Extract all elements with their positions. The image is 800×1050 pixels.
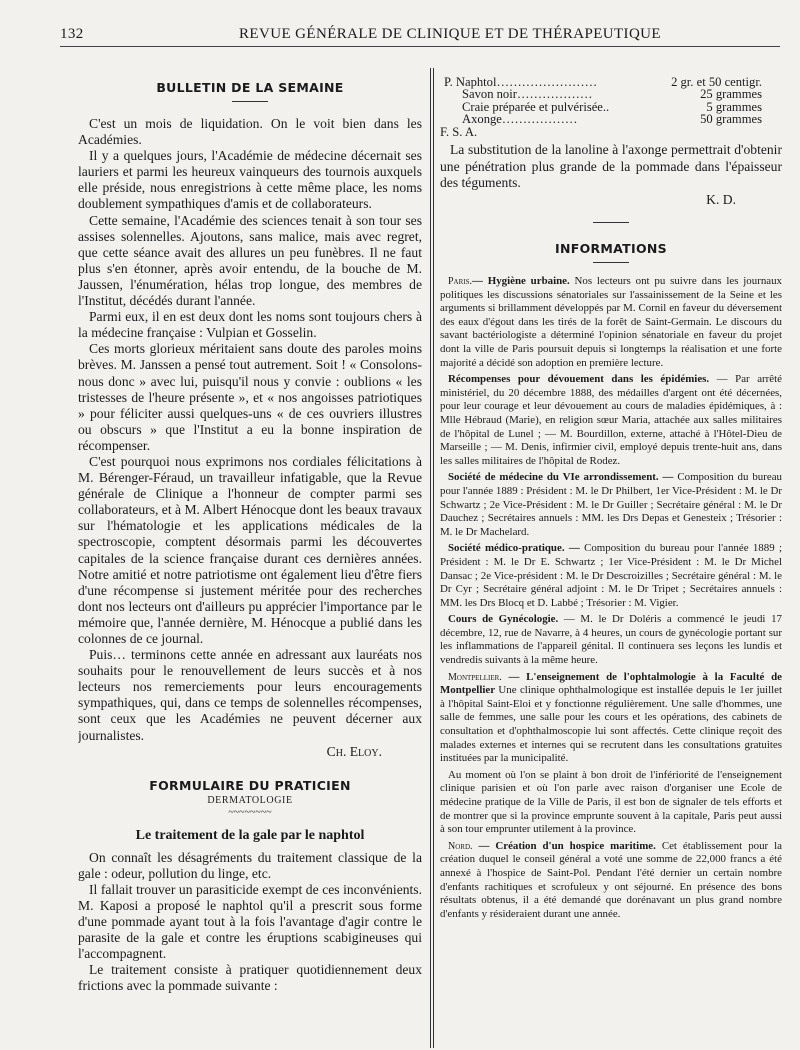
- news-text: — Par arrêté ministériel, du 20 décembre 1888, des médailles d'argent ont été décernées, pour leur courage et leur dévouement au cours de maladies épidémiques, à : Mlle Hébraud (Marie), en religion sœur Maria, attachée aux salles militaires de l'hôpital de Lunel ; — M. Bourdillon, externe, attaché à l'Hôtel-Dieu de Marseille ; — M. Denis, infirmier civil, employé depuis trente-huit ans, dans les salles militaires de l'hôpital de Rodez.: [440, 373, 782, 467]
- signature: Ch. Eloy.: [326, 743, 382, 759]
- recipe-row: [440, 113, 782, 125]
- news-item: [440, 542, 782, 610]
- formulaire-title: FORMULAIRE DU PRATICIEN: [149, 777, 351, 793]
- news-text: Composition du bureau pour l'année 1889 ; Président : M. le Dr E. Schwartz ; 1er Vice-Président : M. le Dr Michel Dansac ; 2e Vice-président : M. le Dr Descroizilles ; Secrétaire général : M. le Dr Cyr ; Secrétaire général adjoint : M. le Dr Tripet ; Secrétaires annuels : MM. les Drs Blocq et D. Labbé ; Trésorier : M. Vigier.: [440, 542, 782, 609]
- paragraph: On connaît les désagréments du traitement classique de la gale : odeur, pollution du linge, etc.: [78, 849, 422, 881]
- news-text: Composition du bureau pour l'année 1889 : Président : M. le Dr Philbert, 1er Vice-Président : M. le Dr Schwartz ; 2e Vice-Président : M. le Dr Guiller ; Secrétaire général : M. le Dr Dauchez ; Secrétaires annuels : MM. les Drs Depas et Genesteix ; Trésorier : M. le Dr Machelard.: [440, 471, 782, 538]
- news-text: — M. le Dr Doléris a commencé le jeudi 17 décembre, 12, rue de Navarre, à 4 heures, un cours de gynécologie portant sur les inflammations de l'appareil génital. Il continuera ses leçons les lundis et vendredis suivants à la même heure.: [440, 613, 782, 667]
- column-divider: [430, 68, 434, 1048]
- page-header: [60, 26, 780, 47]
- recipe-quantity: 5 grammes: [706, 99, 762, 114]
- recipe-quantity: 25 grammes: [700, 87, 762, 102]
- news-item: [440, 373, 782, 468]
- news-title: — L'enseignement de l'ophtalmologie à la Faculté de Montpellier: [440, 670, 782, 697]
- recipe-fsa: F. S. A.: [440, 124, 478, 139]
- paragraph: Il y a quelques jours, l'Académie de médecine décernait ses lauriers et parmi les heureux vainqueurs des tournois auxquels elle préside, nous enregistrions à cette même place, les noms doublement sympathiques d'amis et de collaborateurs.: [78, 148, 422, 212]
- news-item: [440, 613, 782, 667]
- formulaire-subtitle: DERMATOLOGIE: [207, 794, 293, 806]
- paragraph: C'est pourquoi nous exprimons nos cordiales félicitations à M. Bérenger-Féraud, un travailleur infatigable, que la Revue générale de Clinique a l'honneur de compter parmi ses collaborateurs, et à M. Albert Hénocque dont les beaux travaux sur l'hématologie et les applications médicales de la spectroscopie, comptent désormais parmi les découvertes capitales de la science française durant ces dernières années. Notre amitié et notre patriotisme ont également lieu d'être fiers d'une récompense si justement méritée pour des recherches dont nos lecteurs ont d'ailleurs pu apprécier l'importance par le mémoire que, l'année dernière, M. Hénocque a publié dans les colonnes de ce journal.: [78, 453, 422, 646]
- informations-body: [440, 275, 782, 921]
- news-text: Nos lecteurs ont pu suivre dans les journaux politiques les discussions sénatoriales sur l'assainissement de la Seine et les arguments si brillamment développés par M. Cornil en faveur du déversement des eaux d'égout dans les tirés de la forêt de Saint-Germain. Le discours du savant bactériologiste a déterminé l'opinion sénatoriale en faveur du projet dont la ville de Paris poursuit depuis si longtemps la réalisation et une forte majorité a décidé son adoption en première lecture.: [440, 275, 782, 369]
- initials: K. D.: [706, 191, 736, 207]
- paragraph: Ces morts glorieux méritaient sans doute des paroles moins brèves. M. Janssen a pensé tout autrement. Soit ! « Consolons-nous donc » avec lui, puisqu'il nous y convie : oublions « les tristesses de l'heure présente », et « nos angoisses patriotiques » pour féliciter aussi quelques-uns « de ces ouvriers illustres ou obscurs » que l'Institut a eu la bonne inspiration de récompenser.: [78, 341, 422, 453]
- news-title: — Hygiène urbaine.: [472, 275, 570, 288]
- paragraph: Le traitement consiste à pratiquer quotidiennement deux frictions avec la pommade suivante :: [78, 962, 422, 994]
- recipe-ingredient: Savon noir………………: [462, 87, 593, 102]
- paragraph: C'est un mois de liquidation. On le voit bien dans les Académies.: [78, 116, 422, 148]
- news-place: Nord.: [448, 840, 473, 852]
- news-title: Récompenses pour dévouement dans les épidémies.: [448, 373, 710, 386]
- news-item: [440, 840, 782, 922]
- running-head: REVUE GÉNÉRALE DE CLINIQUE ET DE THÉRAPEUTIQUE: [239, 26, 661, 42]
- page-number: 132: [60, 26, 84, 42]
- initials-line: [440, 192, 782, 209]
- ornament: ~~~~~~~~: [228, 806, 272, 818]
- informations-title: INFORMATIONS: [555, 241, 667, 257]
- recipe: [440, 76, 782, 138]
- paragraph: Puis… terminons cette année en adressant aux lauréats nos souhaits pour le renouvellement de leurs succès et à nos lecteurs nos remerciements pour leurs encouragements sympathiques, qui, dans ce temps de solennelles récompenses, sont ceux que les Académies ne peuvent décerner aux journalistes.: [78, 647, 422, 743]
- news-place: Montpellier.: [448, 671, 502, 683]
- news-text: Une clinique ophthalmologique est installée depuis le 1er juillet à l'hôpital Saint-Eloi et y fonctionne régulièrement. Une salle d'hommes, une salle de femmes, une salle pour les cours et les opérations, des cabinets de consultation et d'ophthalmoscopie lui sont affectés. Cette clinique reçoit des malades externes et internes qui se recrutent dans les consultations gratuites instituées par la municipalité.: [440, 684, 782, 765]
- paragraph: Cette semaine, l'Académie des sciences tenait à son tour ses assises solennelles. Ajoutons, sans malice, mais avec regret, que cette séance avait des allures un peu funèbres. Il ne faut plus s'en étonner, après avoir entendu, de la bouche de M. Jaussen, l'énumération, hélas trop longue, des membres de l'Institut, décédés durant l'année.: [78, 212, 422, 309]
- paragraph: Parmi eux, il en est deux dont les noms sont toujours chers à la médecine française : Vulpian et Gosselin.: [78, 309, 422, 341]
- news-place: Paris.: [448, 276, 473, 288]
- news-title: Société de médecine du VIe arrondissement. —: [448, 471, 674, 484]
- news-item: [440, 671, 782, 766]
- news-title: — Création d'un hospice maritime.: [472, 839, 656, 852]
- left-column: [78, 80, 422, 1045]
- recipe-ingredient: Axonge………………: [462, 112, 578, 127]
- recipe-ingredient: P. Naphtol……………………: [444, 76, 598, 89]
- bulletin-title: BULLETIN DE LA SEMAINE: [156, 80, 344, 95]
- news-item: [440, 471, 782, 539]
- news-title: Société médico-pratique. —: [448, 542, 580, 555]
- news-item: [440, 769, 782, 837]
- recipe-ingredient: Craie préparée et pulvérisée..: [462, 99, 610, 114]
- bulletin-body: [78, 116, 422, 760]
- recipe-quantity: 50 grammes: [700, 112, 762, 127]
- recipe-note: La substitution de la lanoline à l'axonge permettrait d'obtenir une pénétration plus grande de la pommade dans l'épaisseur des téguments.: [440, 142, 782, 191]
- news-item: [440, 275, 782, 370]
- paragraph: Il fallait trouver un parasiticide exempt de ces inconvénients. M. Kaposi a proposé le naphtol qu'il a prescrit sous forme d'une pommade ayant tout à la fois l'avantage d'agir contre le parasite de la gale et contre les éruptions scabigineuses qui l'accompagnent.: [78, 881, 422, 962]
- news-text: Au moment où l'on se plaint à bon droit de l'infériorité de l'enseignement clinique parisien et où l'on parle avec raison d'organiser une Ecole de médecine pratique de la Ville de Paris, il est bon de signaler de tels efforts et de montrer que si la province emprunte souvent à la capitale, Paris peut aussi à son tour emprunter utilement à la province.: [440, 768, 782, 836]
- news-text: Cet établissement pour la création duquel le conseil général a voté une somme de 22,000 francs a été annexé à l'hospice de Saint-Pol. Pendant l'été dernier un certain nombre d'enfants rachitiques et scrofuleux y ont séjourné. En présence des bons résultats obtenus, il a été demandé que dorénavant un plus grand nombre d'enfants y résideraient durant une année.: [440, 839, 782, 920]
- right-column: [440, 76, 782, 1046]
- recipe-quantity: 2 gr. et 50 centigr.: [671, 76, 762, 89]
- article-title: Le traitement de la gale par le naphtol: [135, 827, 365, 843]
- recipe-row: [440, 88, 782, 100]
- news-title: Cours de Gynécologie.: [448, 613, 559, 626]
